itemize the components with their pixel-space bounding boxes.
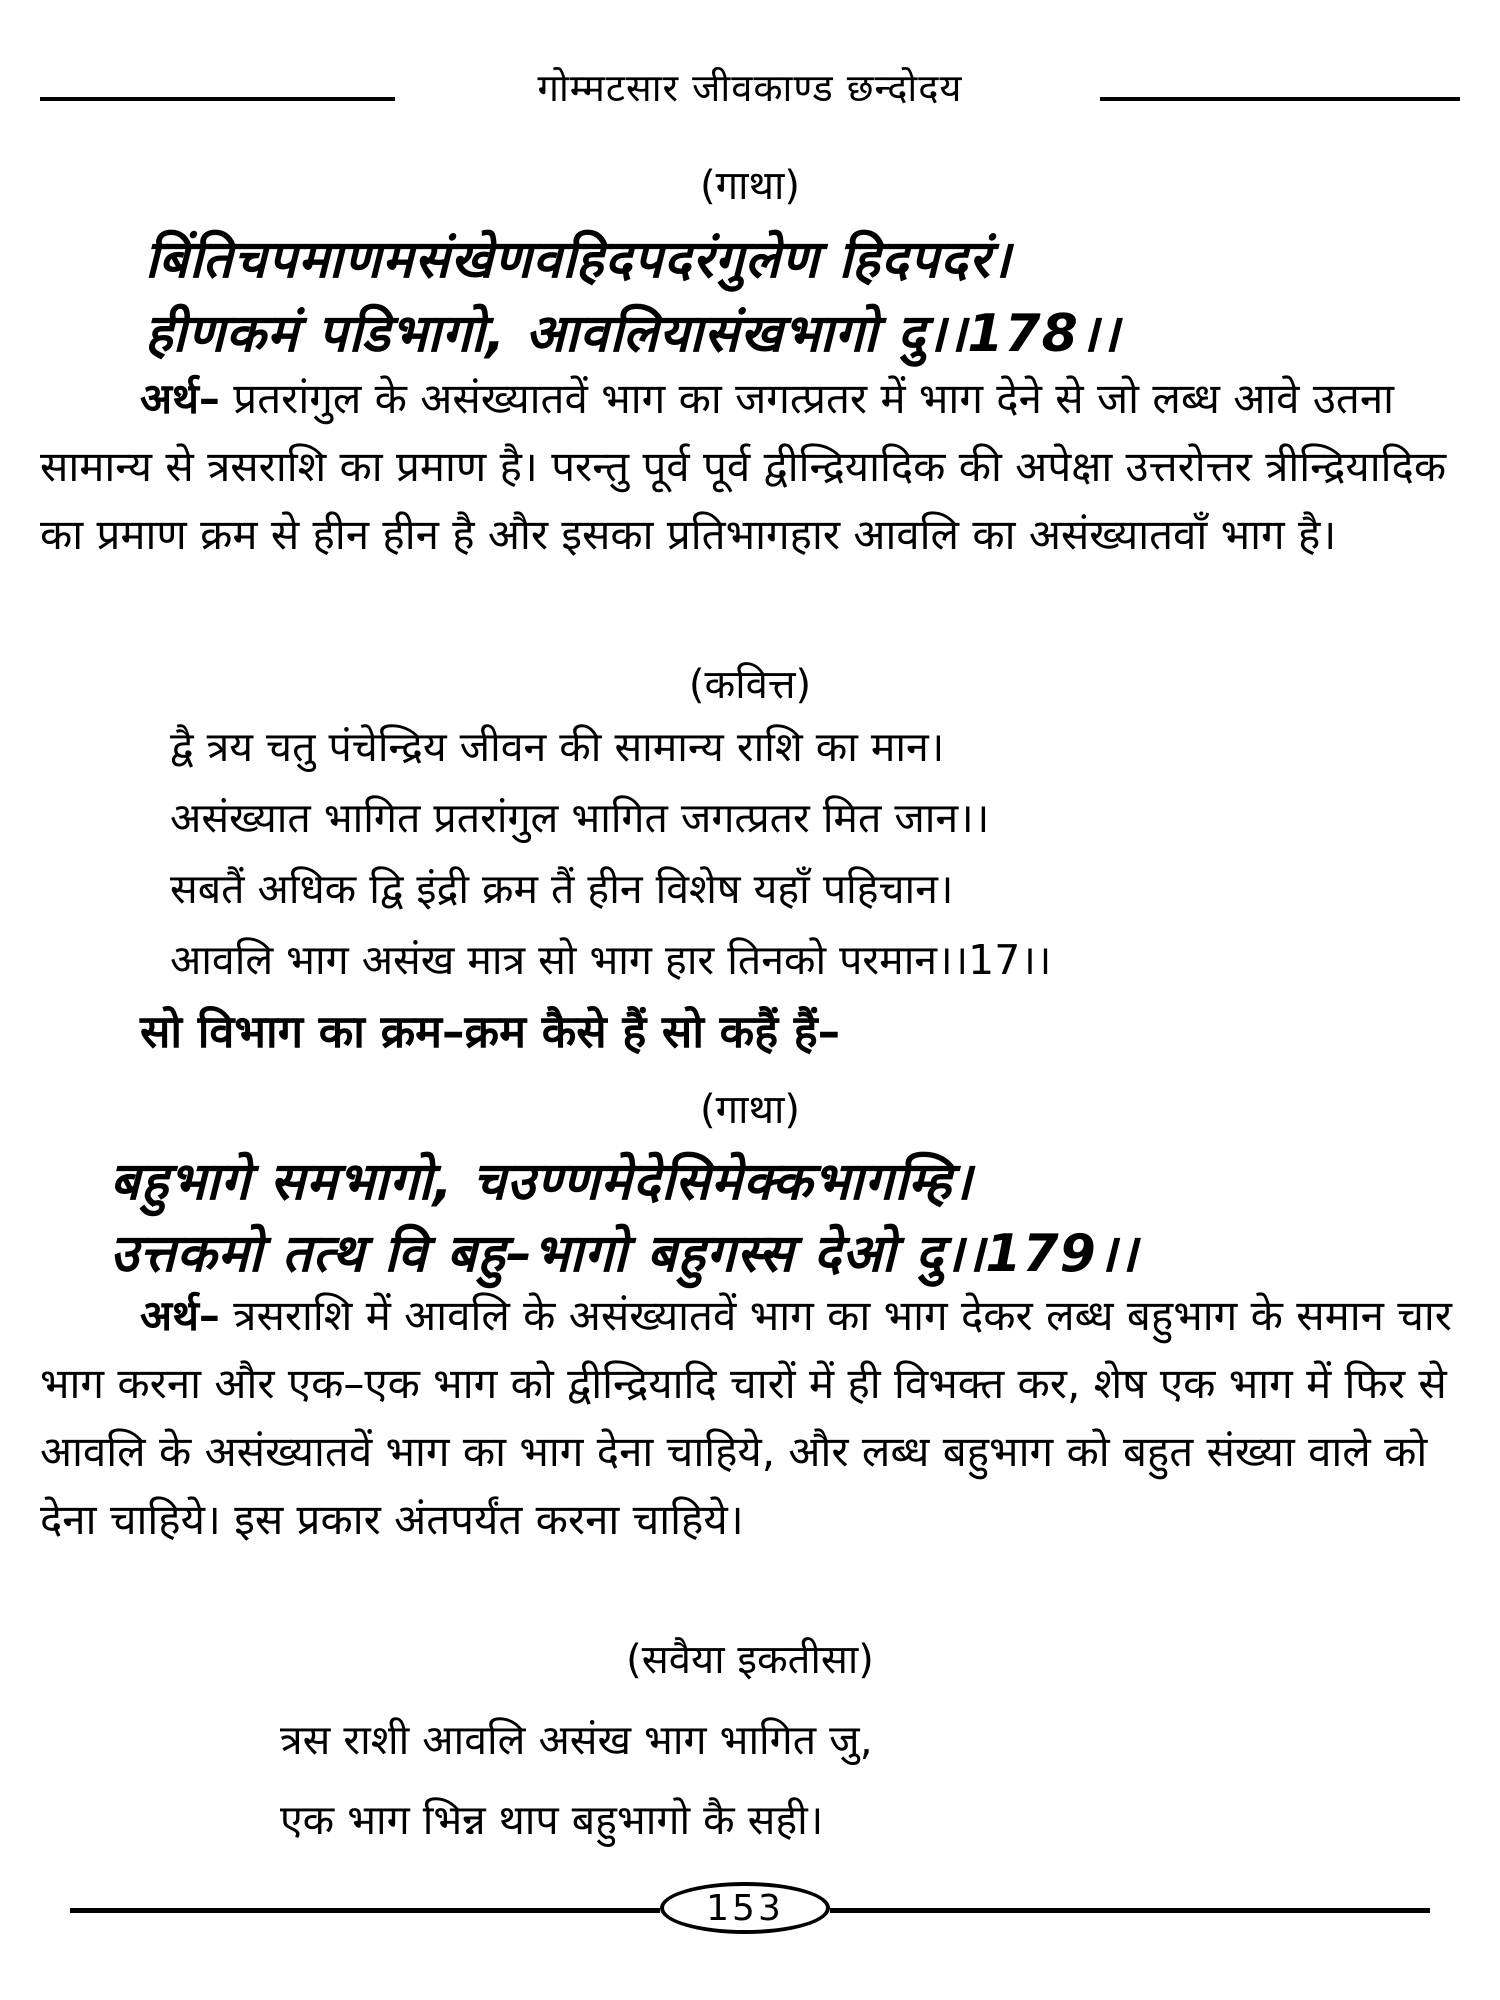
header-rule-left [40, 97, 395, 101]
savaiya-heading: (सवैया इकतीसा) [626, 1637, 874, 1683]
kavitt-verse [170, 712, 1430, 996]
running-header [30, 60, 1470, 120]
kavitt-heading: (कवित्त) [688, 662, 812, 708]
footer-rule-right [830, 1908, 1430, 1913]
page-number: 153 [660, 1882, 830, 1934]
page-footer [0, 1882, 1500, 1942]
gatha-178-line-2: हीणकमं पडिभागो, आवलियासंखभागो दु।।178।। [145, 304, 1121, 364]
gatha-heading-2: (गाथा) [699, 1087, 800, 1133]
savaiya-line-2: एक भाग भिन्न थाप बहुभागो कै सही। [280, 1796, 824, 1844]
gatha-heading-1: (गाथा) [699, 163, 800, 209]
arth-paragraph-1 [40, 365, 1460, 569]
arth-paragraph-2 [40, 1282, 1460, 1554]
section-question: सो विभाग का क्रम–क्रम कैसे हैं सो कहैं हैं– [140, 1005, 841, 1058]
gatha-179-line-1: बहुभागे समभागो, चउण्णमेदेसिमेक्कभागम्हि। [110, 1152, 973, 1212]
kavitt-line-3: सबतैं अधिक द्वि इंद्री क्रम तैं हीन विशेष यहाँ पहिचान। [170, 865, 954, 913]
footer-rule-left [70, 1908, 660, 1913]
gatha-178-line-1: बिंतिचपमाणमसंखेणवहिदपदरंगुलेण हिदपदरं। [145, 230, 1012, 290]
savaiya-verse [280, 1700, 1430, 1860]
running-header-title: गोम्मटसार जीवकाण्ड छन्दोदय [537, 66, 963, 110]
arth-label-1: अर्थ– [140, 374, 220, 423]
kavitt-line-2: असंख्यात भागित प्रतरांगुल भागित जगत्प्रतर मित जान।। [170, 794, 990, 842]
arth-label-2: अर्थ– [140, 1291, 220, 1340]
arth-text-1: प्रतरांगुल के असंख्यातवें भाग का जगत्प्रतर में भाग देने से जो लब्ध आवे उतना सामान्य से त्रसराशि का प्रमाण है। परन्तु पूर्व पूर्व द्वीन्द्रियादिक की अपेक्षा उत्तरोत्तर त्रीन्द्रियादिक का प्रमाण क्रम से हीन हीन है और इसका प्रतिभागहार आवलि का असंख्यातवाँ भाग है। [40, 374, 1447, 559]
gatha-179-line-2: उत्तकमो तत्थ वि बहु–भागो बहुगस्स देओ दु।।179।। [110, 1224, 1139, 1284]
savaiya-line-1: त्रस राशी आवलि असंख भाग भागित जु, [280, 1716, 873, 1764]
header-rule-right [1100, 97, 1460, 101]
kavitt-line-1: द्वै त्रय चतु पंचेन्द्रिय जीवन की सामान्य राशि का मान। [170, 723, 945, 771]
kavitt-line-4: आवलि भाग असंख मात्र सो भाग हार तिनको परमान।।17।। [170, 936, 1052, 984]
arth-text-2: त्रसराशि में आवलि के असंख्यातवें भाग का भाग देकर लब्ध बहुभाग के समान चार भाग करना और एक–एक भाग को द्वीन्द्रियादि चारों में ही विभक्त कर, शेष एक भाग में फिर से आवलि के असंख्यातवें भाग का भाग देना चाहिये, और लब्ध बहुभाग को बहुत संख्या वाले को देना चाहिये। इस प्रकार अंतपर्यंत करना चाहिये। [40, 1291, 1452, 1544]
